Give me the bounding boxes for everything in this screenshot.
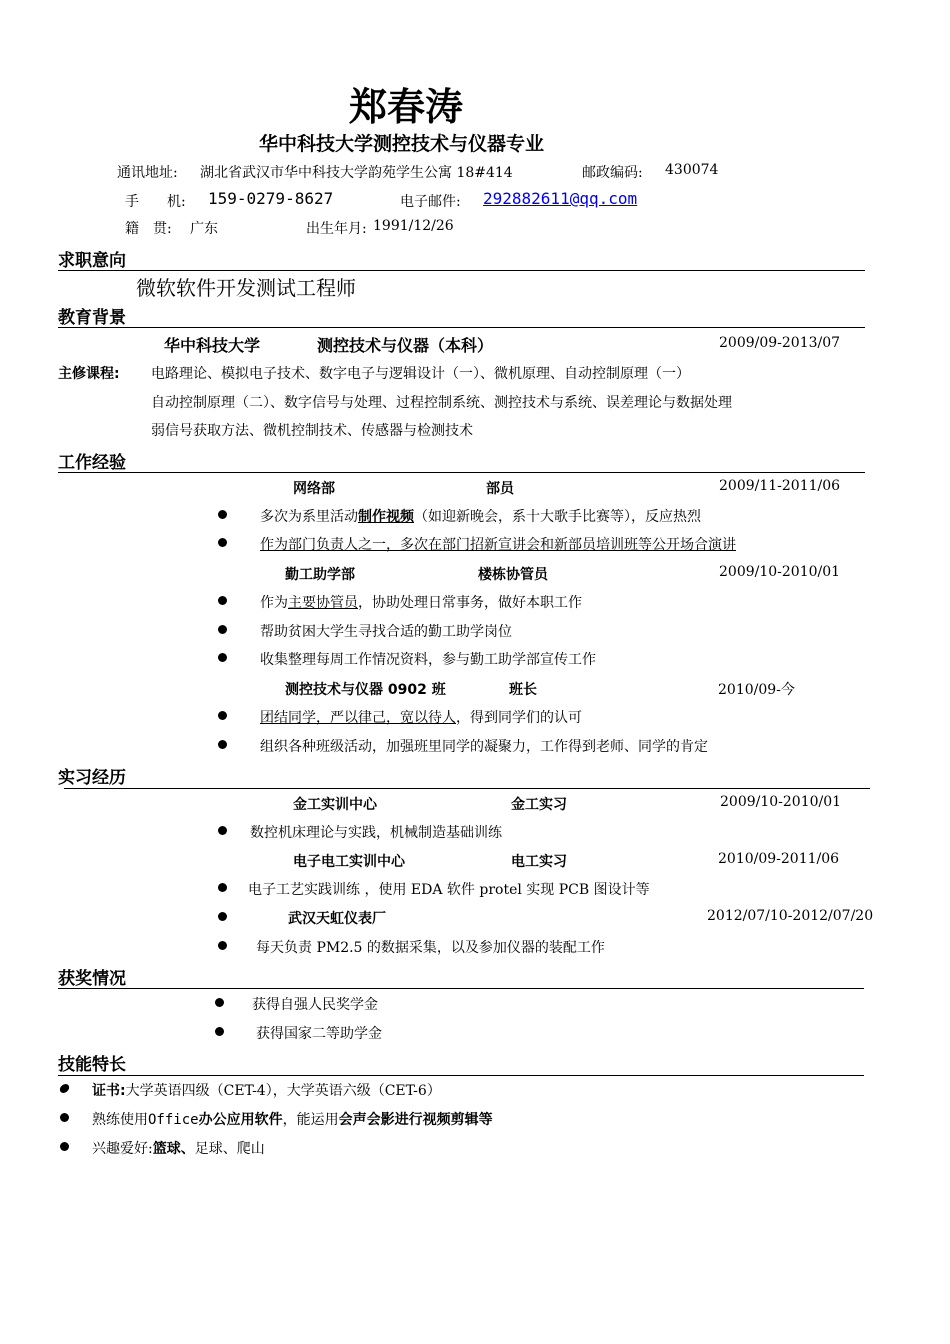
section-divider: [58, 327, 865, 328]
list-item: 作为主要协管员，协助处理日常事务，做好本职工作: [260, 595, 582, 611]
courses-label: 主修课程:: [58, 366, 120, 382]
email-label: 电子邮件:: [400, 194, 461, 210]
internship-period: 2012/07/10-2012/07/20: [707, 908, 874, 924]
list-item: 获得自强人民奖学金: [252, 997, 378, 1013]
work-period: 2010/09-今: [718, 682, 795, 698]
email-link[interactable]: 292882611@qq.com: [483, 189, 638, 208]
bullet-icon: [218, 711, 227, 720]
internship-org: 武汉天虹仪表厂: [288, 911, 386, 927]
phone-label: 手 机:: [125, 194, 186, 210]
bullet-icon: [218, 740, 227, 749]
resume-name: 郑春涛: [349, 85, 464, 129]
birth-label: 出生年月:: [306, 221, 367, 237]
origin-value: 广东: [190, 221, 218, 237]
internship-period: 2009/10-2010/01: [720, 794, 842, 810]
section-divider: [58, 472, 865, 473]
bullet-icon: [218, 826, 227, 835]
internship-role: 金工实习: [511, 797, 567, 813]
bullet-icon: [218, 883, 227, 892]
skill-certificates: 证书:大学英语四级（CET-4），大学英语六级（CET-6）: [92, 1083, 441, 1099]
bullet-icon: [215, 998, 224, 1007]
section-divider: [64, 788, 870, 789]
list-item: 组织各种班级活动，加强班里同学的凝聚力，工作得到老师、同学的肯定: [260, 739, 708, 755]
work-role: 楼栋协管员: [478, 567, 548, 583]
zip-label: 邮政编码:: [582, 165, 643, 181]
skill-office: 熟练使用Office办公应用软件，能运用会声会影进行视频剪辑等: [92, 1112, 493, 1128]
list-item: 电子工艺实践训练 ，使用 EDA 软件 protel 实现 PCB 图设计等: [248, 882, 650, 898]
education-school: 华中科技大学: [164, 336, 261, 355]
bullet-icon: [218, 596, 227, 605]
intent-position: 微软软件开发测试工程师: [136, 276, 356, 300]
resume-subtitle: 华中科技大学测控技术与仪器专业: [259, 133, 545, 155]
bullet-icon: [60, 1113, 69, 1122]
bullet-icon: [215, 1027, 224, 1036]
courses-line: 自动控制原理（二）、数字信号与处理、过程控制系统、测控技术与系统、误差理论与数据处理: [151, 395, 732, 411]
internship-org: 金工实训中心: [293, 797, 377, 813]
address-value: 湖北省武汉市华中科技大学韵苑学生公寓 18#414: [200, 165, 513, 181]
list-item: 数控机床理论与实践，机械制造基础训练: [250, 825, 502, 841]
section-title-education: 教育背景: [58, 308, 126, 328]
bullet-icon: [218, 941, 227, 950]
work-role: 班长: [509, 682, 537, 698]
bullet-icon: [218, 538, 227, 547]
section-divider: [58, 988, 864, 989]
list-item: 收集整理每周工作情况资料，参与勤工助学部宣传工作: [260, 652, 596, 668]
zip-value: 430074: [665, 162, 719, 178]
section-title-awards: 获奖情况: [58, 969, 126, 989]
list-item: 获得国家二等助学金: [256, 1026, 382, 1042]
section-title-work: 工作经验: [58, 453, 126, 473]
education-major: 测控技术与仪器（本科）: [317, 336, 494, 355]
work-org: 测控技术与仪器 0902 班: [285, 682, 446, 698]
section-title-intent: 求职意向: [58, 251, 126, 271]
bullet-icon: [60, 1142, 69, 1151]
education-period: 2009/09-2013/07: [719, 335, 841, 351]
list-item: 多次为系里活动制作视频（如迎新晚会，系十大歌手比赛等），反应热烈: [260, 509, 701, 525]
section-title-internship: 实习经历: [58, 768, 126, 788]
address-label: 通讯地址:: [117, 165, 178, 181]
internship-role: 电工实习: [511, 854, 567, 870]
phone-value: 159-0279-8627: [208, 189, 334, 208]
work-org: 网络部: [293, 481, 335, 497]
list-item: 每天负责 PM2.5 的数据采集，以及参加仪器的装配工作: [256, 940, 605, 956]
section-divider: [58, 270, 865, 271]
list-item: 帮助贫困大学生寻找合适的勤工助学岗位: [260, 624, 512, 640]
internship-period: 2010/09-2011/06: [718, 851, 840, 867]
courses-line: 电路理论、模拟电子技术、数字电子与逻辑设计（一）、微机原理、自动控制原理（一）: [151, 366, 690, 382]
work-period: 2009/11-2011/06: [719, 478, 841, 494]
birth-value: 1991/12/26: [373, 218, 454, 234]
skill-hobbies: 兴趣爱好:篮球、足球、爬山: [92, 1141, 265, 1157]
section-divider: [58, 1075, 864, 1076]
internship-org: 电子电工实训中心: [293, 854, 405, 870]
work-period: 2009/10-2010/01: [719, 564, 841, 580]
work-role: 部员: [486, 481, 514, 497]
bullet-icon: [218, 653, 227, 662]
work-org: 勤工助学部: [285, 567, 355, 583]
bullet-icon: [218, 510, 227, 519]
section-title-skills: 技能特长: [58, 1055, 126, 1075]
list-item: 团结同学，严以律己，宽以待人，得到同学们的认可: [260, 710, 582, 726]
courses-line: 弱信号获取方法、微机控制技术、传感器与检测技术: [151, 423, 473, 439]
bullet-icon: [218, 625, 227, 634]
bullet-icon: [59, 1084, 70, 1093]
origin-label: 籍 贯:: [125, 221, 172, 237]
list-item: 作为部门负责人之一，多次在部门招新宣讲会和新部员培训班等公开场合演讲: [260, 537, 736, 553]
bullet-icon: [218, 912, 227, 921]
